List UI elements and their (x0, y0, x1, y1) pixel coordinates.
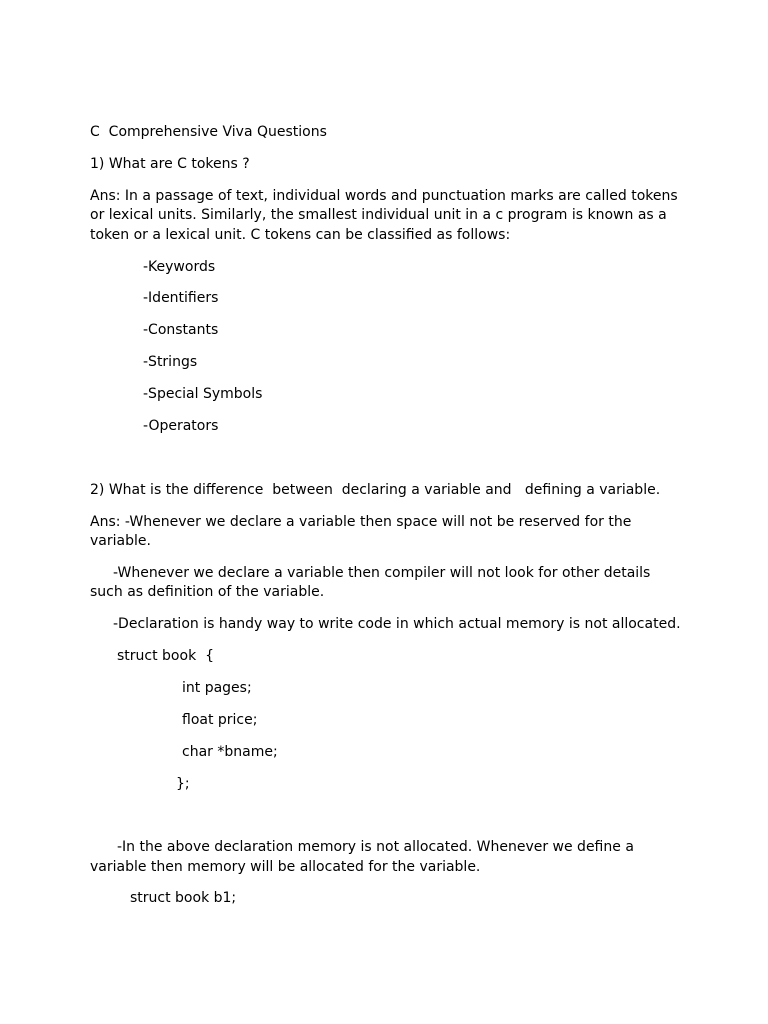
code-struct-line: char *bname; (182, 744, 278, 760)
code-struct-line: float price; (182, 712, 258, 728)
token-type-item: -Special Symbols (143, 386, 263, 402)
answer-1-line-2: or lexical units. Similarly, the smallest individual unit in a c program is known as a (90, 207, 667, 223)
token-type-item: -Constants (143, 322, 219, 338)
answer-2-point-3: -Declaration is handy way to write code in which actual memory is not allocated. (113, 616, 681, 632)
answer-2-point-4-line-2: variable then memory will be allocated for the variable. (90, 859, 481, 875)
token-type-item: -Operators (143, 418, 219, 434)
answer-1-line-1: Ans: In a passage of text, individual words and punctuation marks are called tokens (90, 188, 678, 204)
answer-2-point-4-line-1: -In the above declaration memory is not allocated. Whenever we define a (117, 839, 634, 855)
code-define-line: struct book b1; (130, 890, 237, 906)
document-title: C Comprehensive Viva Questions (90, 124, 327, 140)
question-2: 2) What is the difference between declaring a variable and defining a variable. (90, 482, 661, 498)
code-struct-line: }; (176, 776, 190, 792)
code-struct-line: int pages; (182, 680, 252, 696)
token-type-item: -Keywords (143, 259, 216, 275)
token-type-item: -Strings (143, 354, 198, 370)
code-struct-line: struct book { (117, 648, 214, 664)
token-type-item: -Identifiers (143, 290, 219, 306)
answer-2-line-1: Ans: -Whenever we declare a variable then space will not be reserved for the (90, 514, 632, 530)
answer-1-line-3: token or a lexical unit. C tokens can be classified as follows: (90, 227, 511, 243)
question-1: 1) What are C tokens ? (90, 156, 250, 172)
answer-2-point-2-line-1: -Whenever we declare a variable then compiler will not look for other details (113, 565, 651, 581)
answer-2-point-2-line-2: such as definition of the variable. (90, 584, 325, 600)
answer-2-line-2: variable. (90, 533, 151, 549)
